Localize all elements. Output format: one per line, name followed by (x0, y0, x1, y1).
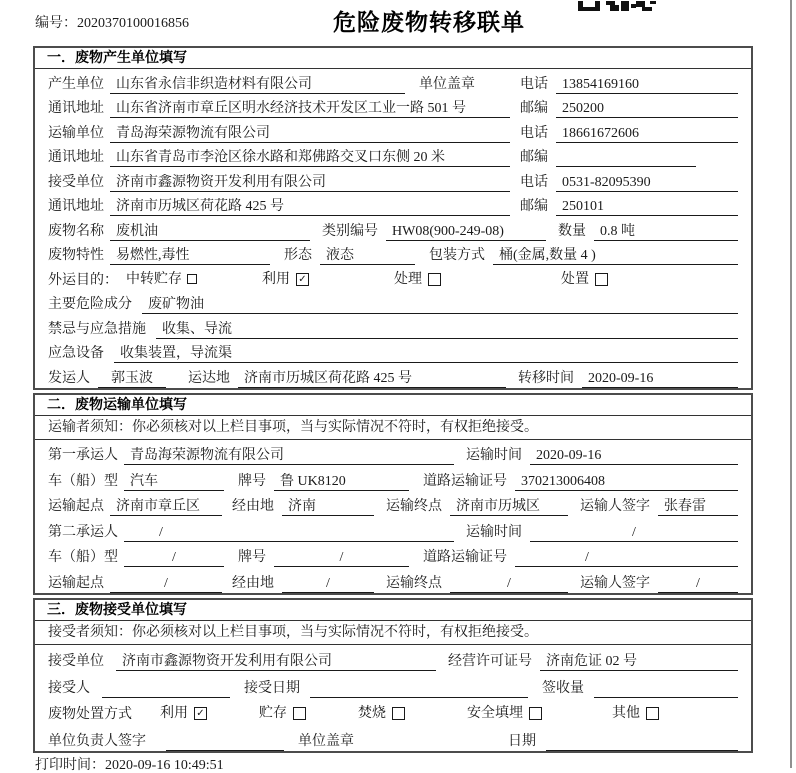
emergency-equipment-row (35, 339, 751, 364)
transport-unit-row (35, 118, 751, 143)
destination-value: 济南市历城区荷花路 425 号 (238, 370, 506, 388)
address-label-1: 通讯地址 (48, 101, 104, 116)
transport-time1-value: 2020-09-16 (530, 447, 738, 465)
plate2-value: / (274, 549, 409, 567)
checkbox-disposal-store (293, 707, 306, 720)
print-time-label: 打印时间： (35, 757, 105, 773)
receive-date-value (310, 697, 528, 698)
characteristics-label: 废物特性 (48, 248, 104, 263)
responsible-sign-row (35, 724, 751, 751)
checkbox-disposal-use: ✓ (194, 707, 207, 720)
shipper-value: 郭玉波 (98, 370, 166, 388)
waste-characteristics-row (35, 241, 751, 266)
via1-label: 经由地 (232, 499, 274, 514)
disposal-label-other: 其他 (612, 706, 640, 721)
option-label-dispose: 处置 (561, 271, 589, 287)
sign2-value: / (658, 575, 738, 593)
via2-value: / (282, 575, 374, 593)
checkbox-transfer-storage (187, 274, 197, 284)
disposal-label-incinerate: 焚烧 (358, 706, 386, 721)
transport-unit-value: 青岛海荣源物流有限公司 (110, 125, 510, 143)
quantity-label: 数量 (558, 223, 586, 239)
origin2-label: 运输起点 (48, 575, 104, 591)
unit-seal-label-s3: 单位盖章 (298, 733, 354, 749)
address-value-2: 山东省青岛市李沧区徐水路和郑佛路交叉口东侧 20 米 (110, 149, 510, 167)
origin2-value: / (110, 575, 222, 593)
hazard-label: 主要危险成分 (48, 297, 132, 312)
disposal-label: 废物处置方式 (48, 707, 132, 722)
receive-unit-row-s3 (35, 645, 751, 672)
phone-label-2: 电话 (520, 125, 548, 141)
disposal-option-landfill (467, 705, 542, 724)
unit-seal-label: 单位盖章 (419, 76, 475, 92)
zip-value-2 (556, 166, 696, 167)
taboo-label: 禁忌与应急措施 (48, 321, 146, 337)
end2-value: / (450, 575, 568, 593)
via1-value: 济南 (282, 498, 374, 516)
transport-time2-label: 运输时间 (466, 524, 522, 540)
receive-unit-row (35, 167, 751, 192)
transfer-time-label: 转移时间 (518, 370, 574, 386)
checkbox-treat (428, 273, 441, 286)
responsible-sign-label: 单位负责人签字 (48, 733, 146, 749)
vehicle2-value: / (124, 549, 224, 567)
disposal-option-other (612, 705, 659, 724)
disposal-method-row (35, 698, 751, 725)
receive-unit-label-s3: 接受单位 (48, 654, 104, 669)
document-header (0, 0, 796, 46)
disposal-option-use (160, 705, 207, 724)
waste-name-value: 废机油 (110, 223, 310, 241)
shipper-row (35, 363, 751, 388)
page-title: 危险废物转移联单 (333, 9, 525, 35)
transport-time1-label: 运输时间 (466, 448, 522, 463)
transporter-notice: 运输者须知：你必须核对以上栏目事项，当与实际情况不符时，有权拒绝接受。 (35, 416, 751, 440)
responsible-sign-value (166, 750, 284, 751)
zip-label-1: 邮编 (520, 101, 548, 116)
disposal-label-store: 贮存 (259, 706, 287, 721)
category-value: HW08(900-249-08) (386, 223, 546, 241)
packaging-value: 桶(金属,数量 4 ) (493, 247, 738, 265)
equipment-label: 应急设备 (48, 346, 104, 361)
vehicle1-row (35, 465, 751, 491)
permit-label: 经营许可证号 (448, 654, 532, 669)
permit-value: 济南危证 02 号 (540, 653, 738, 671)
receiver-label: 接受人 (48, 680, 90, 696)
checkbox-disposal-landfill (529, 707, 542, 720)
via2-label: 经由地 (232, 575, 274, 591)
end1-label: 运输终点 (386, 499, 442, 514)
end2-label: 运输终点 (386, 575, 442, 591)
section-producer (33, 46, 753, 390)
produce-unit-label: 产生单位 (48, 76, 104, 92)
packaging-label: 包装方式 (429, 248, 485, 263)
section-transporter-header: 二．废物运输单位填写 (35, 395, 751, 416)
origin1-value: 济南市章丘区 (110, 498, 222, 516)
serial-number (35, 12, 189, 32)
transfer-time-value: 2020-09-16 (582, 370, 738, 388)
vehicle2-row (35, 542, 751, 568)
license1-value: 370213006408 (515, 473, 738, 491)
license2-value: / (515, 549, 738, 567)
transporter-address-row (35, 143, 751, 168)
date-value (546, 750, 738, 751)
receive-unit-value-s3: 济南市鑫源物资开发利用有限公司 (116, 653, 436, 671)
qr-code-partial-icon (578, 0, 656, 16)
address-value-1: 山东省济南市章丘区明水经济技术开发区工业一路 501 号 (110, 100, 510, 118)
receiver-address-row (35, 192, 751, 217)
end1-value: 济南市历城区 (450, 498, 568, 516)
second-carrier-row (35, 516, 751, 542)
receiver-notice: 接受者须知：你必须核对以上栏目事项，当与实际情况不符时，有权拒绝接受。 (35, 621, 751, 645)
produce-unit-value: 山东省永信非织造材料有限公司 (110, 76, 405, 94)
plate1-value: 鲁 UK8120 (274, 473, 409, 491)
outbound-purpose-row (35, 265, 751, 290)
zip-label-2: 邮编 (520, 150, 548, 165)
received-qty-label: 签收量 (542, 680, 584, 696)
checkbox-disposal-other (646, 707, 659, 720)
section-producer-header: 一．废物产生单位填写 (35, 48, 751, 69)
destination-label: 运达地 (188, 370, 230, 386)
option-label-transfer: 中转贮存 (126, 271, 182, 287)
taboo-value: 收集、导流 (156, 321, 738, 339)
shipper-label: 发运人 (48, 370, 90, 386)
plate1-label: 牌号 (238, 473, 266, 489)
checkbox-use: ✓ (296, 273, 309, 286)
disposal-option-store (259, 705, 306, 724)
carrier2-value: / (124, 524, 454, 542)
sign1-label: 运输人签字 (580, 499, 650, 514)
transport-unit-label: 运输单位 (48, 125, 104, 141)
zip-value-1: 250200 (556, 100, 738, 118)
carrier2-label: 第二承运人 (48, 524, 118, 540)
waste-name-row (35, 216, 751, 241)
disposal-label-use: 利用 (160, 706, 188, 721)
producer-address-row (35, 94, 751, 119)
hazard-value: 废矿物油 (142, 296, 738, 314)
first-carrier-row (35, 440, 751, 466)
receive-date-label: 接受日期 (244, 680, 300, 696)
option-label-treat: 处理 (394, 271, 422, 287)
receive-unit-label-s1: 接受单位 (48, 174, 104, 190)
section-transporter (33, 393, 753, 595)
receiver-row (35, 671, 751, 698)
received-qty-value (594, 697, 738, 698)
waste-name-label: 废物名称 (48, 223, 104, 239)
address-value-3: 济南市历城区荷花路 425 号 (110, 198, 510, 216)
checkbox-disposal-incinerate (392, 707, 405, 720)
taboo-measures-row (35, 314, 751, 339)
purpose-label: 外运目的： (48, 272, 118, 288)
sign1-value: 张春雷 (658, 498, 738, 516)
phone-label-3: 电话 (520, 174, 548, 190)
license1-label: 道路运输证号 (423, 473, 507, 489)
serial-label: 编号： (35, 16, 77, 31)
print-time-value: 2020-09-16 10:49:51 (105, 757, 224, 773)
purpose-option-treat (394, 271, 441, 290)
plate2-label: 牌号 (238, 550, 266, 565)
hazard-components-row (35, 290, 751, 315)
option-label-use: 利用 (262, 271, 290, 287)
route1-row (35, 491, 751, 517)
produce-unit-row (35, 69, 751, 94)
transport-time2-value: / (530, 524, 738, 542)
purpose-option-transfer (126, 271, 197, 290)
equipment-value: 收集装置，导流渠 (114, 345, 738, 363)
page-edge-line (790, 0, 792, 768)
manifest-form (33, 46, 753, 753)
zip-label-3: 邮编 (520, 199, 548, 214)
date-label: 日期 (508, 733, 536, 749)
purpose-option-use (262, 271, 309, 290)
form-state-value: 液态 (320, 247, 415, 265)
vehicle2-label: 车（船）型 (48, 550, 118, 565)
characteristics-value: 易燃性,毒性 (110, 247, 270, 265)
print-time (35, 758, 796, 773)
sign2-label: 运输人签字 (580, 575, 650, 591)
serial-value: 2020370100016856 (77, 16, 189, 31)
vehicle1-label: 车（船）型 (48, 473, 118, 489)
phone-value-3: 0531-82095390 (556, 174, 738, 192)
vehicle1-value: 汽车 (124, 473, 224, 491)
receive-unit-value-s1: 济南市鑫源物资开发利用有限公司 (110, 174, 510, 192)
license2-label: 道路运输证号 (423, 550, 507, 565)
quantity-value: 0.8 吨 (594, 223, 738, 241)
carrier1-label: 第一承运人 (48, 448, 118, 463)
disposal-option-incinerate (358, 705, 405, 724)
purpose-option-dispose (561, 271, 608, 290)
address-label-2: 通讯地址 (48, 150, 104, 165)
section-receiver-header: 三．废物接受单位填写 (35, 600, 751, 621)
phone-value-2: 18661672606 (556, 125, 738, 143)
phone-value-1: 13854169160 (556, 76, 738, 94)
phone-label-1: 电话 (520, 76, 548, 92)
section-receiver (33, 598, 753, 753)
checkbox-dispose (595, 273, 608, 286)
receiver-value (102, 697, 230, 698)
route2-row (35, 567, 751, 593)
form-state-label: 形态 (284, 248, 312, 263)
address-label-3: 通讯地址 (48, 199, 104, 214)
disposal-label-landfill: 安全填埋 (467, 706, 523, 721)
origin1-label: 运输起点 (48, 499, 104, 514)
carrier1-value: 青岛海荣源物流有限公司 (124, 447, 454, 465)
category-label: 类别编号 (322, 223, 378, 239)
zip-value-3: 250101 (556, 198, 738, 216)
